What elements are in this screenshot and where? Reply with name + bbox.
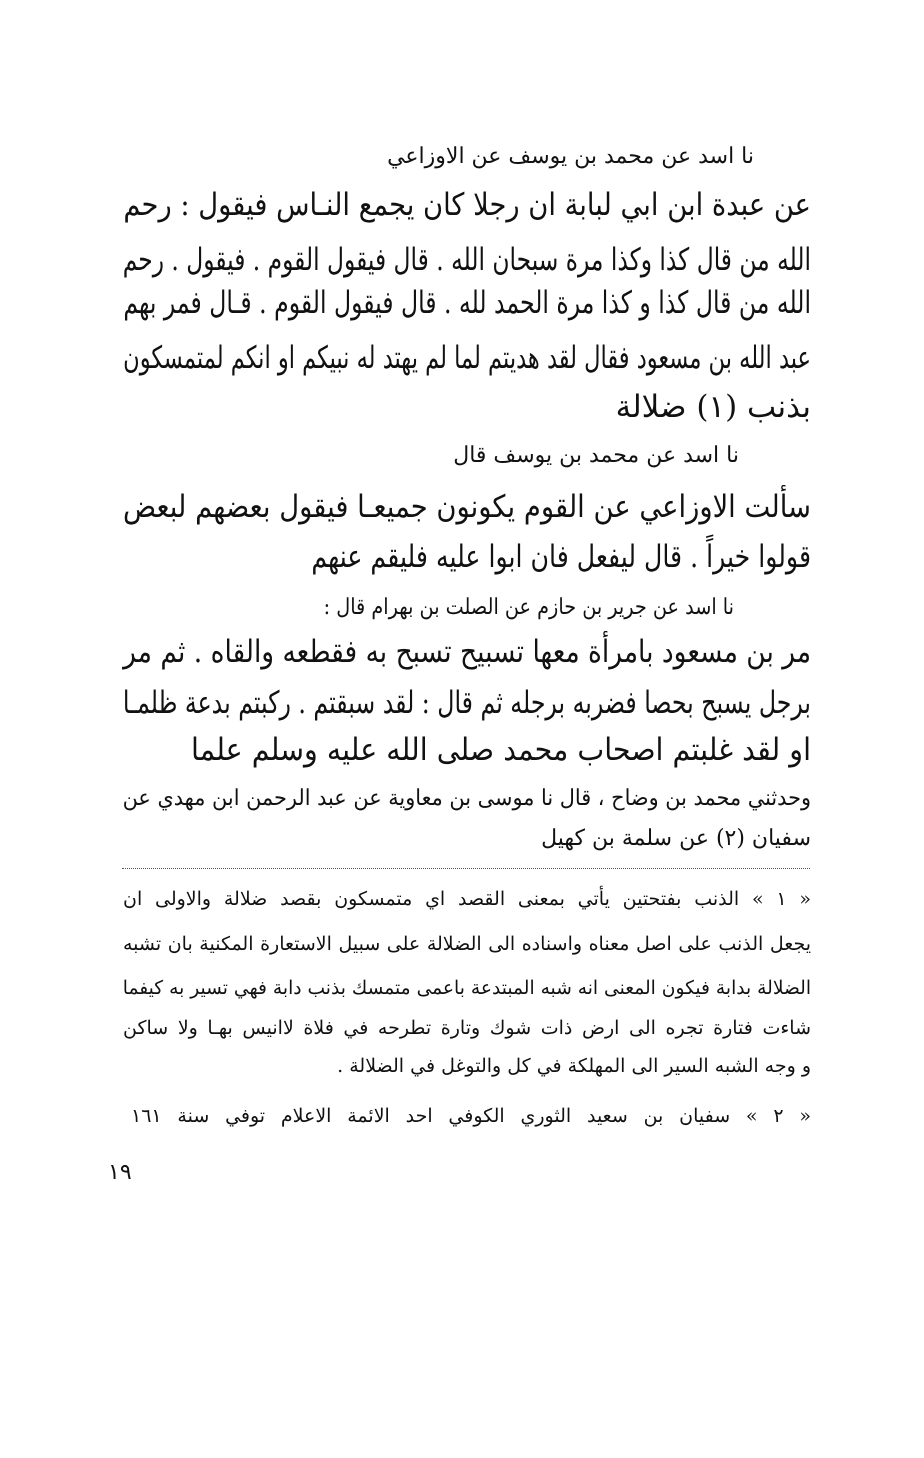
footnote-line: « ٢ » سفيان بن سعيد الثوري الكوفي احد الائمة الاعلام توفي سنة ١٦١: [131, 1105, 812, 1127]
text-line: وحدثني محمد بن وضاح ، قال نا موسى بن معاوية عن عبد الرحمن ابن مهدي عن: [122, 786, 811, 811]
footnote-line: و وجه الشبه السير الى المهلكة في كل والتوغل في الضلالة .: [337, 1055, 811, 1077]
text-line: عن عبدة ابن ابي لبابة ان رجلا كان يجمع النـاس فيقول : رحم: [123, 187, 811, 223]
text-line: سألت الاوزاعي عن القوم يكونون جميعـا فيقول بعضهم لبعض: [123, 489, 812, 525]
text-line: الله من قال كذا و كذا مرة الحمد لله . قال فيقول القوم . قـال فمر بهم: [123, 285, 811, 321]
footnote-line: « ١ » الذنب بفتحتين يأتي بمعنى القصد اي متمسكون بقصد ضلالة والاولى ان: [123, 888, 811, 910]
text-line: عبد الله بن مسعود فقال لقد هديتم لما لم يهتد له نبيكم او انكم لمتمسكون: [123, 340, 811, 376]
isnad-header: نا اسد عن محمد بن يوسف قال: [453, 443, 739, 468]
footnote-line: الضلالة بدابة فيكون المعنى انه شبه المبتدعة باعمى متمسك بذنب دابة فهي تسير به كيفما: [122, 977, 812, 999]
text-line: او لقد غلبتم اصحاب محمد صلى الله عليه وسلم علما: [191, 732, 812, 768]
text-line: الله من قال كذا وكذا مرة سبحان الله . قال فيقول القوم . فيقول . رحم: [122, 242, 811, 278]
page-number: ١٩: [108, 1160, 132, 1185]
footnote-separator: [122, 868, 810, 869]
text-line: قولوا خيراً . قال ليفعل فان ابوا عليه فليقم عنهم: [311, 539, 811, 575]
footnote-line: يجعل الذنب على اصل معناه واسناده الى الضلالة على سبيل الاستعارة المكنية بان تشبه: [123, 933, 811, 955]
text-line: مر بن مسعود بامرأة معها تسبيح تسبح به فقطعه والقاه . ثم مر: [123, 634, 812, 670]
isnad-header: نا اسد عن جرير بن حازم عن الصلت بن بهرام قال :: [323, 595, 734, 620]
text-line: سفيان (٢) عن سلمة بن كهيل: [541, 826, 811, 851]
text-line: برجل يسبح بحصا فضربه برجله ثم قال : لقد سبقتم . ركبتم بدعة ظلمـا: [122, 685, 812, 721]
isnad-header: نا اسد عن محمد بن يوسف عن الاوزاعي: [387, 144, 754, 169]
footnote-line: شاءت فتارة تجره الى ارض ذات شوك وتارة تطرحه في فلاة لاانيس بهـا ولا ساكن: [123, 1017, 811, 1039]
text-line: بذنب (١) ضلالة: [615, 389, 811, 425]
